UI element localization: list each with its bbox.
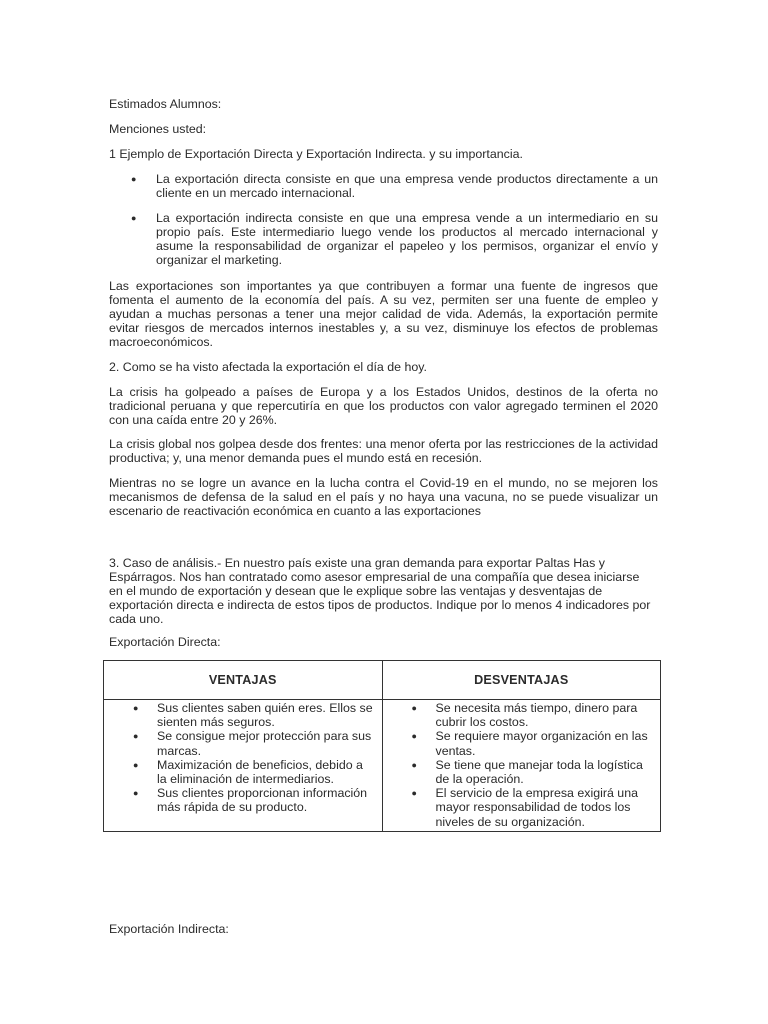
list-item-text: Se requiere mayor organización en las ventas. <box>435 729 648 758</box>
list-item-text: La exportación directa consiste en que una empresa vende productos directamente a un cliente en un mercado internacional. <box>156 172 658 200</box>
list-item-text: Se necesita más tiempo, dinero para cubrir los costos. <box>435 701 638 730</box>
list-item <box>104 758 382 786</box>
list-item <box>109 211 658 267</box>
list-item <box>109 172 658 200</box>
list-item <box>383 786 661 829</box>
bullet-icon: ● <box>131 213 137 223</box>
bullet-icon: ● <box>411 759 417 770</box>
list-item <box>104 701 382 729</box>
bullet-icon: ● <box>133 731 139 742</box>
paragraph: La crisis ha golpeado a países de Europa y a los Estados Unidos, destinos de la oferta no tradicional peruana y que repercutiría en que los productos con valor agregado terminen el 2020 con una caída entre 20 y 26%. <box>109 385 658 427</box>
column-header-desventajas: DESVENTAJAS <box>382 661 661 700</box>
importance-paragraph: Las exportaciones son importantes ya que contribuyen a formar una fuente de ingresos que fomenta el aumento de la economía del país. A su vez, permiten ser una fuente de empleo y ayudan a muchas personas a tener una mejor calidad de vida. Además, la exportación permite evitar riesgos de mercados internos inestables y, a su vez, disminuye los efectos de problemas macroeconómicos. <box>109 279 658 349</box>
bullet-icon: ● <box>133 788 139 799</box>
table-row <box>104 700 661 832</box>
list-item-text: Se tiene que manejar toda la logística de la operación. <box>435 757 643 787</box>
list-item <box>383 729 661 757</box>
paragraph: Mientras no se logre un avance en la lucha contra el Covid-19 en el mundo, no se mejoren los mecanismos de defensa de la salud en el país y no haya una vacuna, no se puede visualizar un escenario de reactivación económica en cuanto a las exportaciones <box>109 476 658 518</box>
desventajas-cell <box>382 700 661 832</box>
advantages-table <box>103 660 661 832</box>
list-item-text: Se consigue mejor protección para sus marcas. <box>157 729 372 758</box>
list-item <box>383 701 661 729</box>
ventajas-list <box>104 701 382 815</box>
list-item-text: Sus clientes proporcionan información más rápida de su producto. <box>157 786 368 815</box>
question-3-title: 3. Caso de análisis.- En nuestro país existe una gran demanda para exportar Paltas Has y Espárragos. Nos han contratado como asesor empresarial de una compañía que desea iniciarse en el mundo de exportación y desean que le explique sobre las ventajas y desventajas de exportación directa e indirecta de estos tipos de productos. Indique por lo menos 4 indicadores por cada uno. <box>109 556 651 626</box>
paragraph: La crisis global nos golpea desde dos frentes: una menor oferta por las restricciones de la actividad productiva; y, una menor demanda pues el mundo está en recesión. <box>109 437 658 465</box>
list-item-text: Maximización de beneficios, debido a la eliminación de intermediarios. <box>157 757 363 787</box>
direct-export-label: Exportación Directa: <box>109 635 221 649</box>
list-item-text: La exportación indirecta consiste en que una empresa vende a un intermediario en su propio país. Este intermediario luego vende los productos al mercado internacional y asume la responsabilidad de organizar el papeleo y los permisos, organizar el envío y organizar el marketing. <box>156 211 658 267</box>
list-item <box>104 729 382 757</box>
list-item <box>104 786 382 814</box>
indirect-export-label: Exportación Indirecta: <box>109 922 229 936</box>
question-1-title: 1 Ejemplo de Exportación Directa y Exportación Indirecta. y su importancia. <box>109 147 523 161</box>
question-2-title: 2. Como se ha visto afectada la exportación el día de hoy. <box>109 360 427 374</box>
column-header-ventajas: VENTAJAS <box>104 661 383 700</box>
desventajas-list <box>383 701 661 829</box>
list-item <box>383 758 661 786</box>
list-item-text: Sus clientes saben quién eres. Ellos se sienten más seguros. <box>157 701 373 730</box>
instruction: Menciones usted: <box>109 122 207 136</box>
table-header-row <box>104 661 661 700</box>
bullet-icon: ● <box>411 788 417 799</box>
bullet-icon: ● <box>411 703 417 713</box>
question-1-bullets <box>109 172 658 267</box>
bullet-icon: ● <box>411 731 417 742</box>
bullet-icon: ● <box>133 759 139 770</box>
ventajas-cell <box>104 700 383 832</box>
bullet-icon: ● <box>133 703 139 713</box>
list-item-text: El servicio de la empresa exigirá una mayor responsabilidad de todos los niveles de su organización. <box>435 786 638 829</box>
bullet-icon: ● <box>131 174 137 184</box>
greeting: Estimados Alumnos: <box>109 97 222 111</box>
